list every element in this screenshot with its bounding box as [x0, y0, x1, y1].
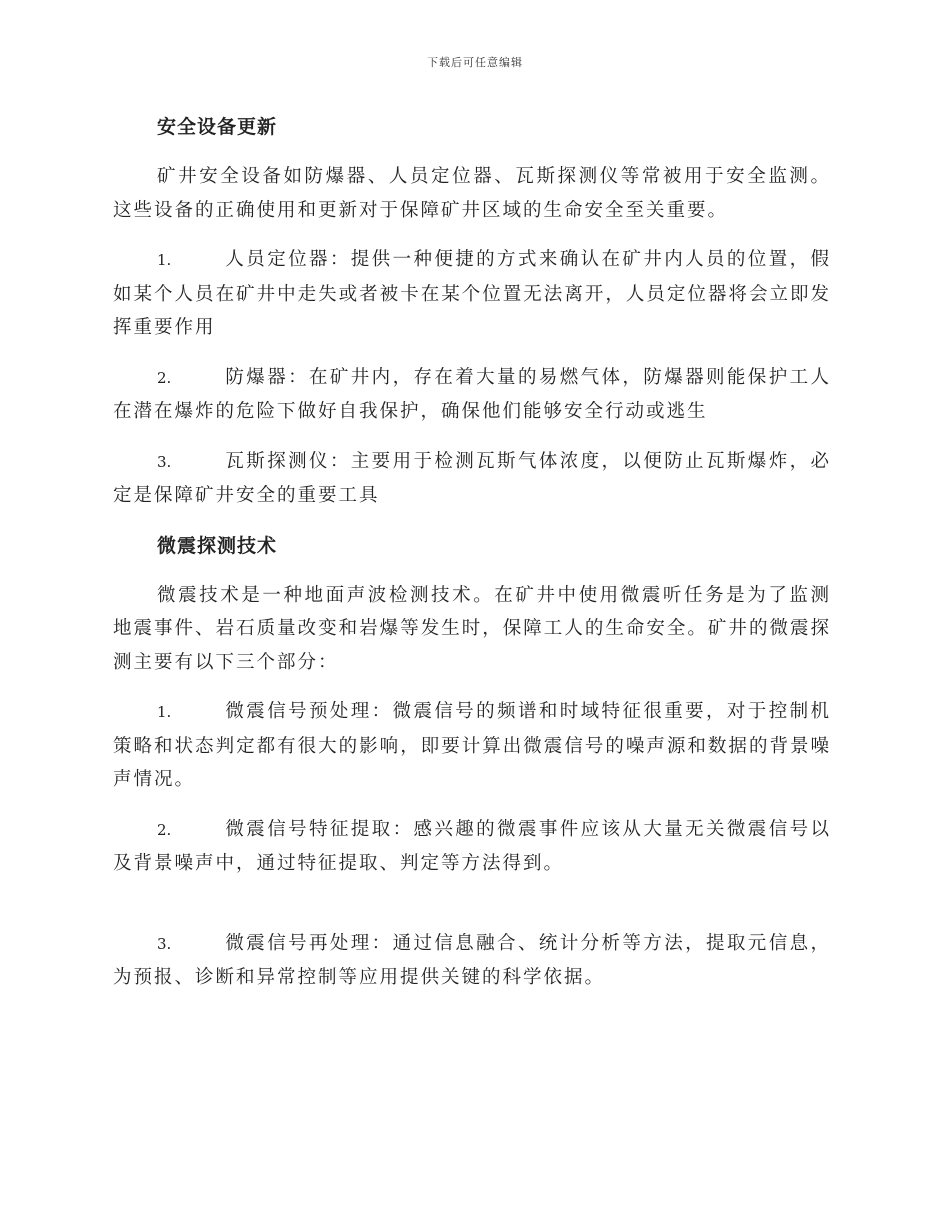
list-item: [113, 361, 831, 429]
spacer: [113, 897, 831, 927]
list-item-number: 1.: [157, 251, 172, 269]
page-header: 下载后可任意编辑: [427, 56, 523, 69]
list-item: [113, 927, 831, 995]
section-intro-paragraph: 矿井安全设备如防爆器、人员定位器、瓦斯探测仪等常被用于安全监测。这些设备的正确使用和更新对于保障矿井区域的生命安全至关重要。: [113, 166, 831, 221]
list-item-text: 微震信号再处理：通过信息融合、统计分析等方法，提取元信息，为预报、诊断和异常控制等应用提供关键的科学依据。: [113, 932, 831, 988]
list-item-text: 防爆器：在矿井内，存在着大量的易燃气体，防爆器则能保护工人在潜在爆炸的危险下做好自我保护，确保他们能够安全行动或逃生: [113, 366, 831, 422]
section-heading-safety-equipment: 安全设备更新: [157, 116, 278, 138]
list-item: [113, 695, 831, 797]
section-heading-microseismic: 微震探测技术: [157, 534, 278, 557]
list-item-number: 2.: [157, 820, 172, 839]
list-item-number: 2.: [157, 368, 172, 387]
list-item-text: 人员定位器：提供一种便捷的方式来确认在矿井内人员的位置，假如某个人员在矿井中走失或者被卡在某个位置无法离开，人员定位器将会立即发挥重要作用: [113, 249, 831, 338]
document-body: [113, 110, 831, 1011]
list-item-text: 瓦斯探测仪：主要用于检测瓦斯气体浓度，以便防止瓦斯爆炸，必定是保障矿井安全的重要工具: [113, 450, 831, 506]
list-item: [113, 445, 831, 513]
list-item-text: 微震信号预处理：微震信号的频谱和时域特征很重要，对于控制机策略和状态判定都有很大的影响，即要计算出微震信号的噪声源和数据的背景噪声情况。: [113, 701, 831, 790]
list-item-number: 3.: [157, 934, 172, 953]
list-item-text: 微震信号特征提取：感兴趣的微震事件应该从大量无关微震信号以及背景噪声中，通过特征提取、判定等方法得到。: [113, 818, 831, 874]
list-item-number: 1.: [157, 703, 172, 721]
list-item: [113, 813, 831, 881]
list-item-number: 3.: [157, 452, 172, 471]
section-intro-paragraph: 微震技术是一种地面声波检测技术。在矿井中使用微震听任务是为了监测地震事件、岩石质量改变和岩爆等发生时，保障工人的生命安全。矿井的微震探测主要有以下三个部分：: [113, 584, 831, 673]
list-item: [113, 243, 831, 345]
